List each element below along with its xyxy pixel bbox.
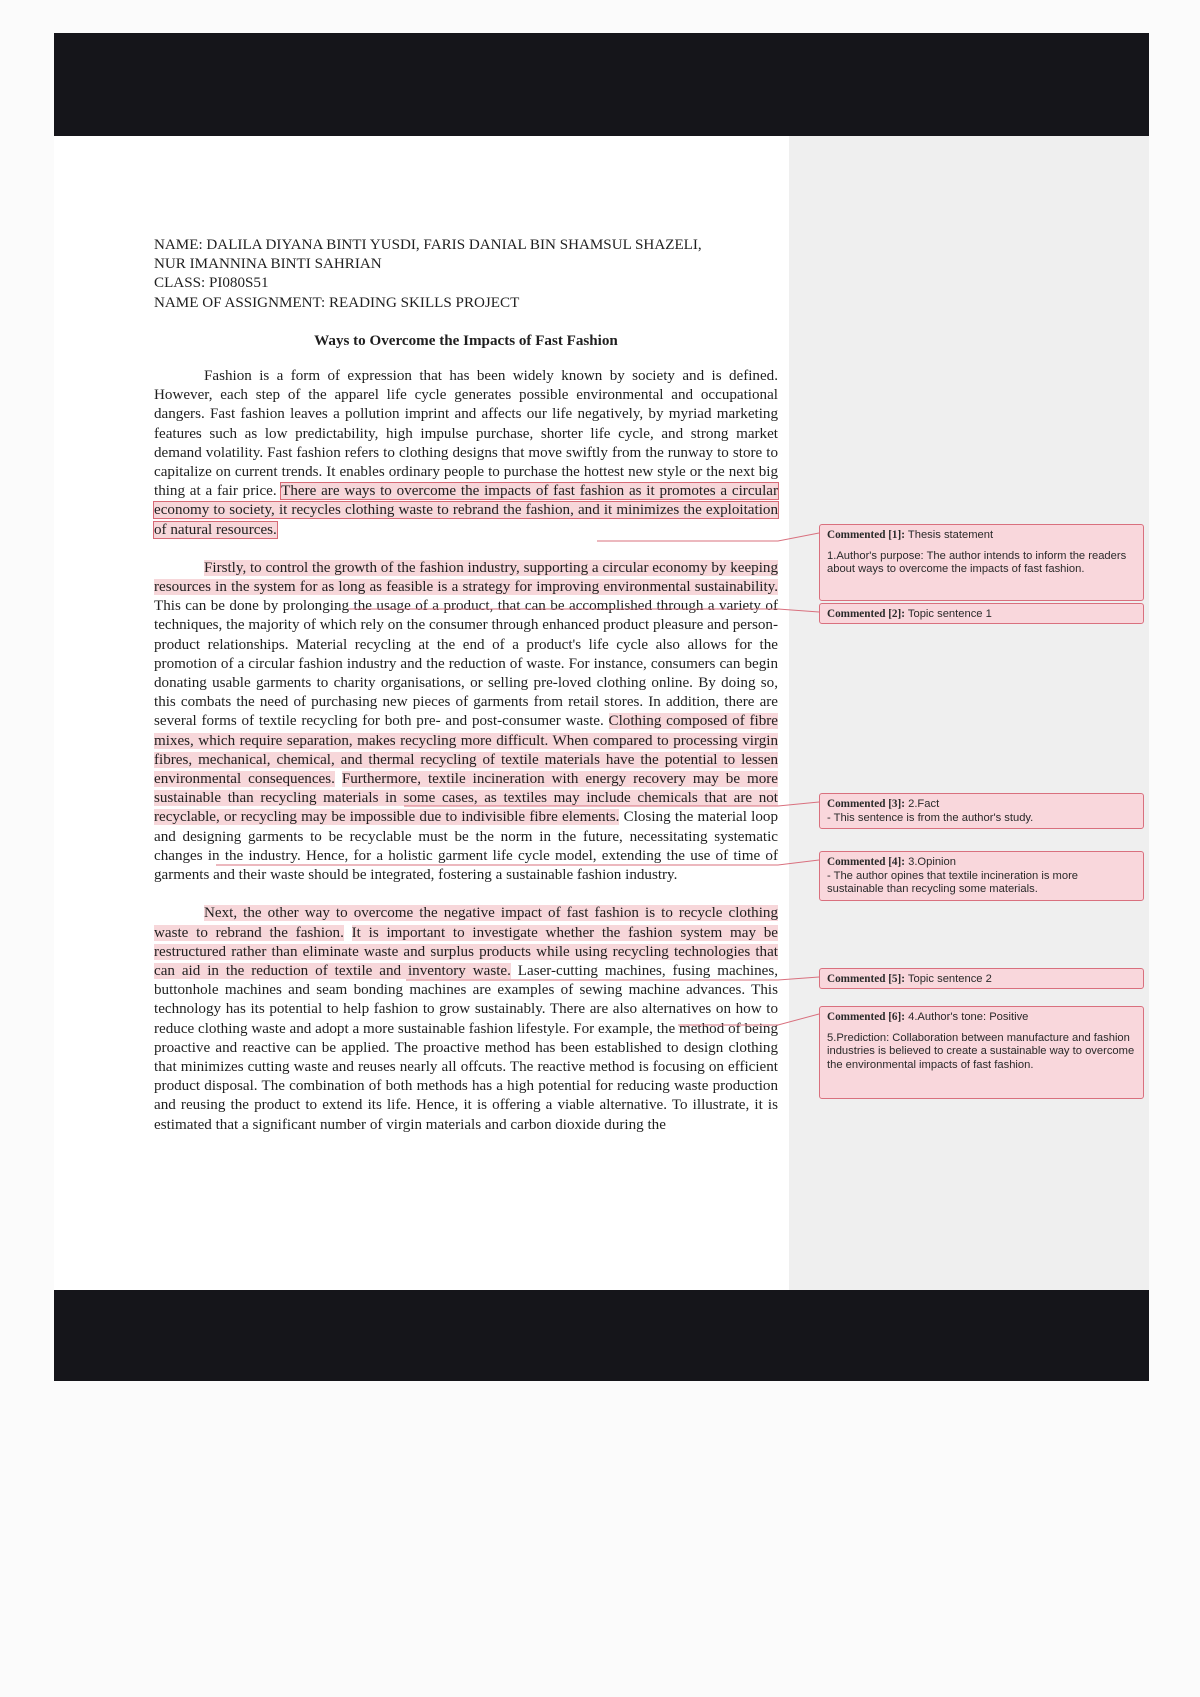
comment-2[interactable] — [819, 603, 1144, 624]
comment-text: 3.Opinion — [904, 856, 956, 868]
bottom-black-bar — [54, 1290, 1149, 1381]
comment-4[interactable] — [819, 851, 1144, 901]
comment-label: Commented [4]: — [827, 856, 905, 868]
space — [344, 925, 352, 941]
comment-text: 2.Fact — [904, 798, 940, 810]
body-1-conclusion: Closing the material loop and designing garments to be recyclable must be the norm in the future, necessitating systematic changes in the industry. Hence, for a holistic garment life cycle model, extending the use of time of garments and their waste should be integrated, fostering a sustainable fashion industry. — [154, 809, 778, 884]
body-2-text: Laser-cutting machines, fusing machines, buttonhole machines and seam bonding machines are examples of sewing machine advances. This technology has its potential to help fashion to grow sustainably. There are also alternatives on how to reduce clothing waste and adopt a more sustainable fashion lifestyle. For example, the method of being proactive and reactive can be applied. The proactive method has been established to design clothing that minimizes cutting waste and reuses nearly all offcuts. The reactive method is focusing on efficient product disposal. The combination of both methods has a high potential for reducing waste production and reusing the product to extend its life. Hence, it is offering a viable alternative. To illustrate, it is estimated that a significant number of virgin materials and carbon dioxide during the — [154, 962, 778, 1133]
paragraph-body-2 — [154, 904, 778, 1134]
comment-text: Topic sentence 2 — [904, 973, 992, 985]
comment-label: Commented [2]: — [827, 608, 905, 620]
comment-body: - The author opines that textile incineration is more sustainable than recycling some materials. — [827, 869, 1079, 896]
space — [335, 771, 342, 787]
top-black-bar — [54, 33, 1149, 136]
paragraph-body-1 — [154, 559, 778, 885]
topic-sentence-1-highlight[interactable]: Firstly, to control the growth of the fashion industry, supporting a circular economy by keeping resources in the system for as long as feasible is a strategy for improving environmental sustainability. — [154, 559, 779, 596]
essay-title: Ways to Overcome the Impacts of Fast Fashion — [314, 332, 618, 349]
intro-text: Fashion is a form of expression that has been widely known by society and is defined. However, each step of the apparel life cycle generates possible environmental and occupational dangers. Fast fashion leaves a pollution imprint and affects our life negatively, by myriad marketing features such as low predictability, high impulse purchase, shorter life cycle, and strong market demand volatility. Fast fashion refers to clothing designs that move swiftly from the runway to store to capitalize on current trends. It enables ordinary people to purchase the hottest new style or the next big thing at a fair price. — [154, 368, 778, 500]
comment-5[interactable] — [819, 968, 1144, 989]
comment-label: Commented [1]: — [827, 529, 905, 541]
header-class: CLASS: PI080S51 — [154, 275, 269, 292]
thesis-highlight[interactable]: There are ways to overcome the impacts of fast fashion as it promotes a circular economy to society, it recycles clothing waste to rebrand the fashion, and it minimizes the exploitation of natural resources. — [154, 483, 778, 538]
document-body — [154, 236, 778, 1154]
header-names-line: NAME: DALILA DIYANA BINTI YUSDI, FARIS DANIAL BIN SHAMSUL SHAZELI, — [154, 237, 702, 253]
comment-text: 4.Author's tone: Positive — [904, 1011, 1029, 1023]
comment-1[interactable] — [819, 524, 1144, 601]
comment-3[interactable] — [819, 793, 1144, 829]
comment-body: 5.Prediction: Collaboration between manufacture and fashion industries is believed to create a sustainable way to overcome the environmental impacts of fast fashion. — [827, 1031, 1135, 1072]
comment-margin — [789, 136, 1149, 1290]
header-names-line-2: NUR IMANNINA BINTI SAHRIAN — [154, 256, 382, 273]
fact-highlight[interactable]: Clothing composed of fibre mixes, which require separation, makes recycling more difficult. When compared to processing virgin fibres, mechanical, chemical, and thermal recycling of textile materials have the potential to lessen environmental consequences. — [154, 713, 778, 788]
comment-label: Commented [5]: — [827, 973, 905, 985]
comment-body: 1.Author's purpose: The author intends to inform the readers about ways to overcome the impacts of fast fashion. — [827, 549, 1127, 576]
comment-label: Commented [6]: — [827, 1011, 905, 1023]
comment-body: - This sentence is from the author's study. — [827, 811, 1034, 824]
comment-text: Topic sentence 1 — [904, 608, 992, 620]
header-assignment: NAME OF ASSIGNMENT: READING SKILLS PROJECT — [154, 294, 520, 311]
tone-highlight[interactable]: It is important to investigate whether the fashion system may be restructured rather than eliminate waste and surplus products while using recycling technologies that can aid in the reduction of textile and inventory waste. — [154, 924, 778, 979]
comment-6[interactable] — [819, 1006, 1144, 1099]
opinion-highlight[interactable]: Furthermore, textile incineration with energy recovery may be more sustainable than recycling materials in some cases, as textiles may include chemicals that are not recyclable, or recycling may be impossible due to indivisible fibre elements. — [154, 771, 778, 826]
topic-sentence-2-highlight[interactable]: Next, the other way to overcome the negative impact of fast fashion is to recycle clothing waste to rebrand the fashion. — [154, 905, 778, 941]
comment-label: Commented [3]: — [827, 798, 905, 810]
body-1-text: This can be done by prolonging the usage of a product, that can be accomplished through a variety of techniques, the majority of which rely on the consumer through enhanced product pleasure and person-product relationships. Material recycling at the end of a product's life cycle also allows for the promotion of a circular fashion industry and the reduction of waste. For instance, consumers can begin donating usable garments to charity organisations, or selling pre-loved clothing online. By doing so, this combats the need of purchasing new pieces of garments from retail stores. In addition, there are several forms of textile recycling for both pre- and post-consumer waste. — [154, 598, 778, 730]
student-header — [154, 236, 778, 313]
paragraph-introduction — [154, 367, 778, 540]
comment-text: Thesis statement — [904, 529, 994, 541]
